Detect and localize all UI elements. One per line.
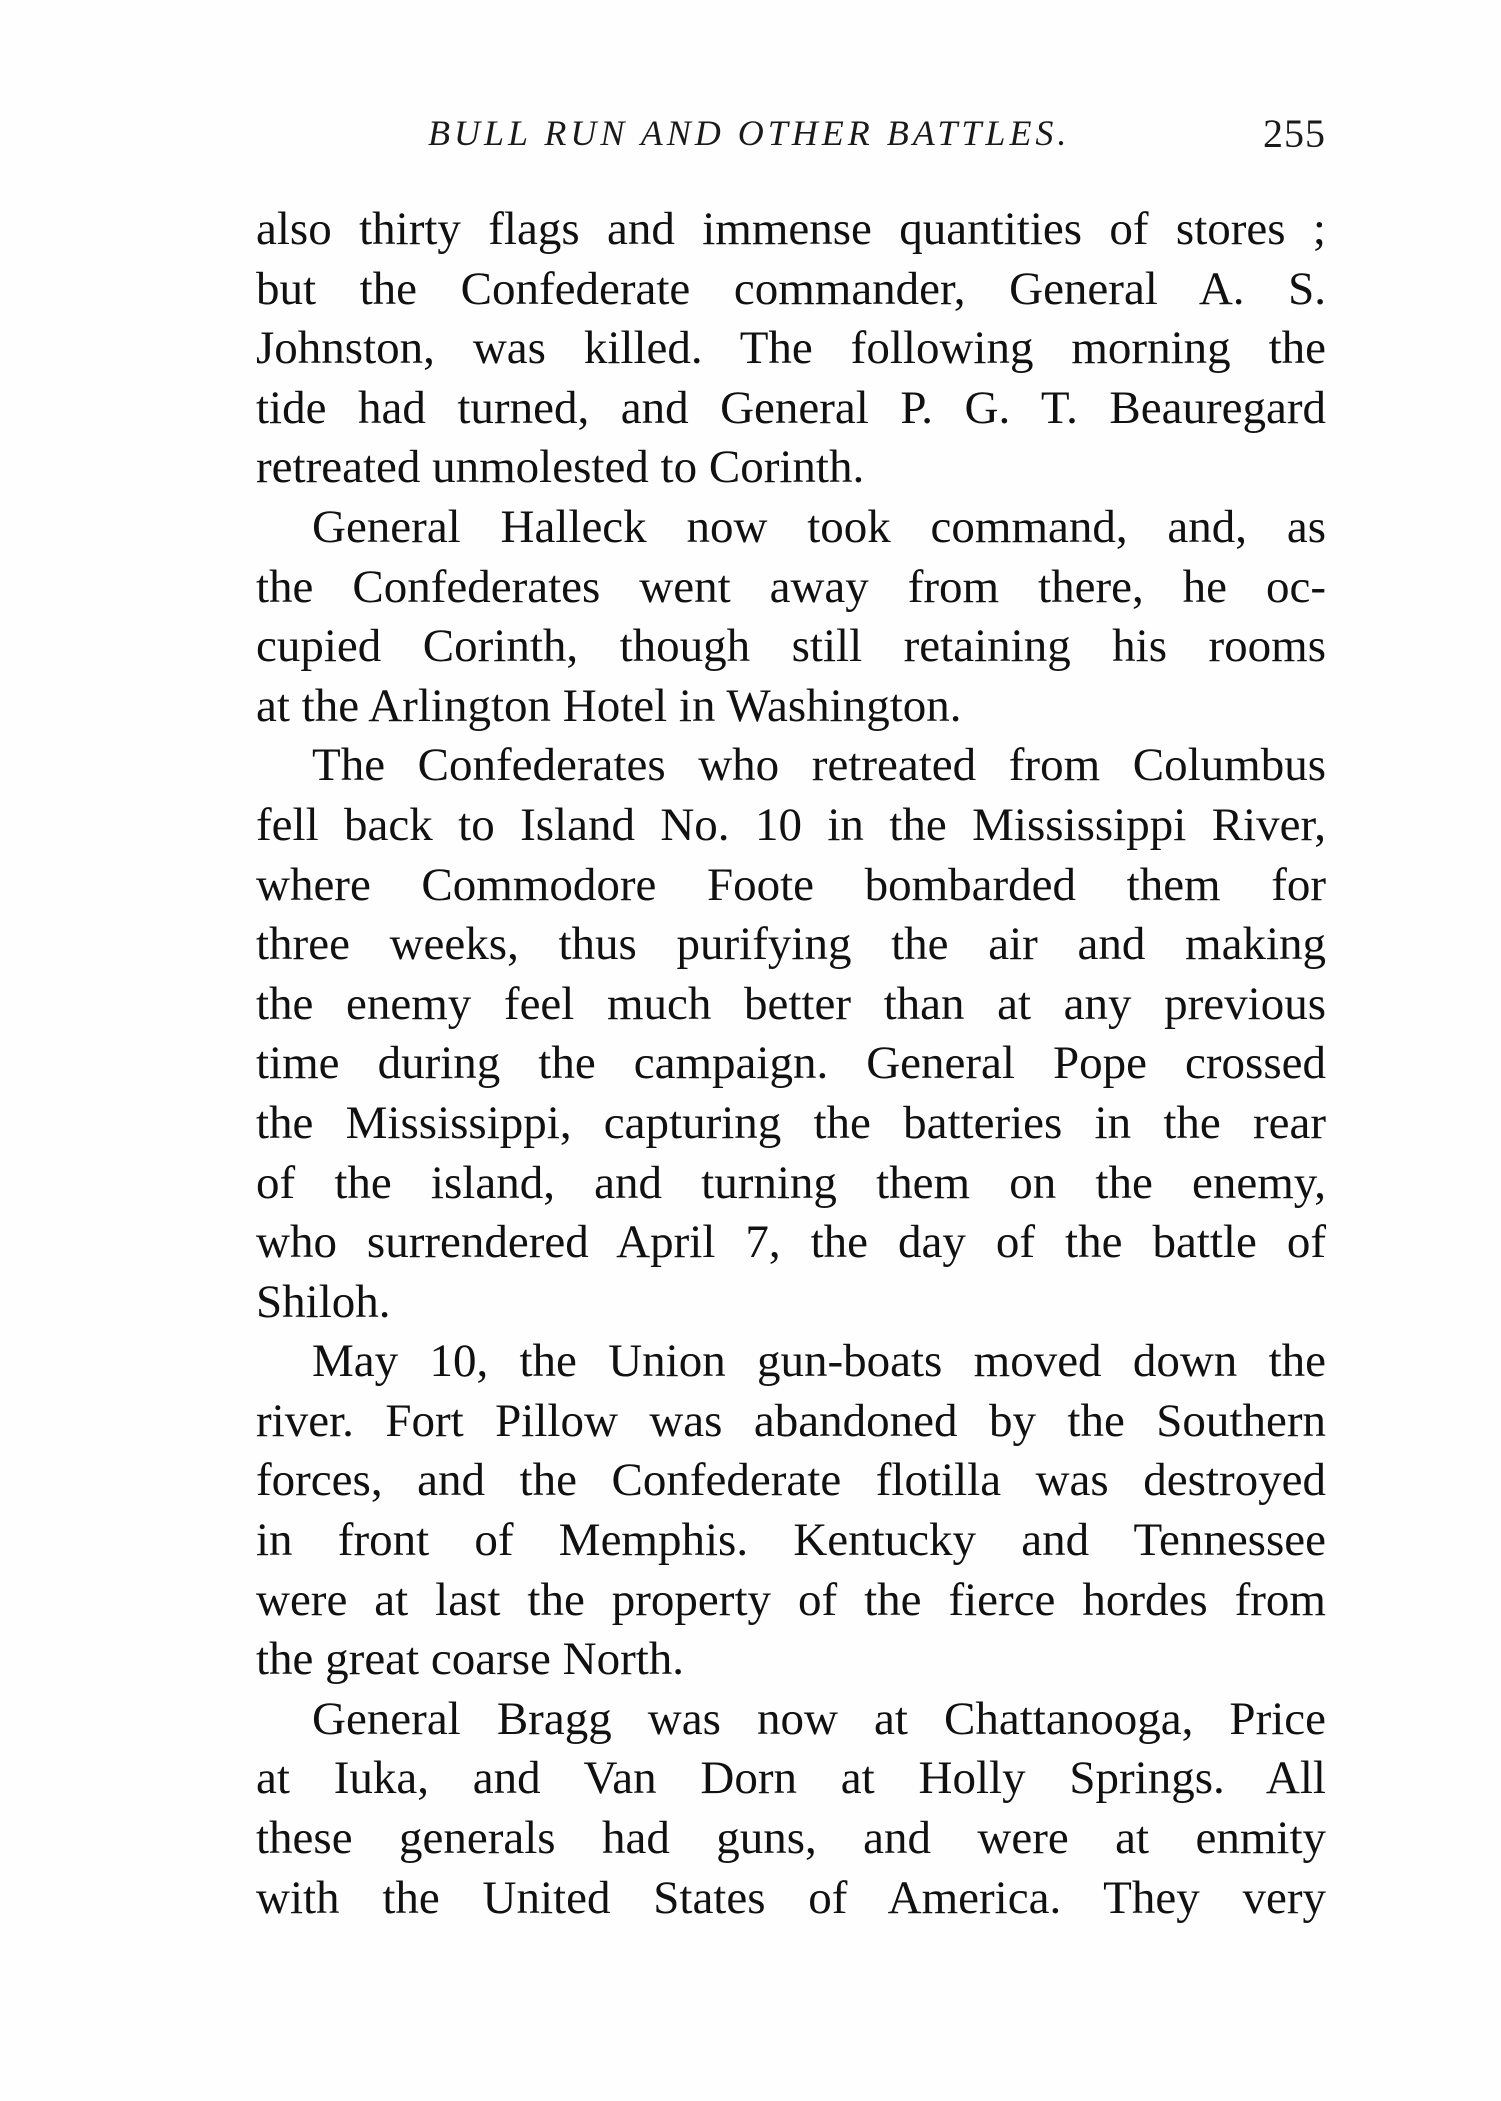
paragraph xyxy=(256,1332,1326,1690)
text-line: at Iuka, and Van Dorn at Holly Springs. All xyxy=(256,1752,1326,1805)
text-line: the Mississippi, capturing the batteries in the rear xyxy=(256,1096,1326,1149)
paragraph xyxy=(256,1690,1326,1928)
running-title: BULL RUN AND OTHER BATTLES. xyxy=(428,113,1071,153)
page-header xyxy=(256,112,1326,172)
text-line: Johnston, was killed. The following morning the xyxy=(256,322,1326,375)
text-line: with the United States of America. They very xyxy=(256,1871,1326,1924)
text-line: three weeks, thus purifying the air and making xyxy=(256,918,1326,971)
text-line: also thirty flags and immense quantities of stores ; xyxy=(256,203,1326,255)
text-line: General Halleck now took command, and, as xyxy=(312,500,1326,553)
text-line: of the island, and turning them on the enemy, xyxy=(256,1156,1326,1209)
paragraph xyxy=(256,736,1326,1332)
text-line: these generals had guns, and were at enmity xyxy=(256,1812,1326,1865)
text-line: The Confederates who retreated from Columbus xyxy=(312,739,1326,792)
text-line: the great coarse North. xyxy=(256,1633,685,1686)
text-line: the Confederates went away from there, he oc- xyxy=(256,560,1326,613)
text-line: but the Confederate commander, General A. S. xyxy=(256,262,1326,315)
text-line: were at last the property of the fierce hordes from xyxy=(256,1573,1326,1626)
text-line: who surrendered April 7, the day of the battle of xyxy=(256,1216,1326,1269)
text-line: cupied Corinth, though still retaining his rooms xyxy=(256,620,1326,673)
text-line: in front of Memphis. Kentucky and Tennessee xyxy=(256,1514,1326,1567)
text-line: the enemy feel much better than at any previous xyxy=(256,977,1326,1030)
text-line: time during the campaign. General Pope crossed xyxy=(256,1037,1326,1090)
text-line: Shiloh. xyxy=(256,1275,391,1328)
text-line: where Commodore Foote bombarded them for xyxy=(256,858,1326,911)
paragraph xyxy=(256,200,1326,498)
text-line: May 10, the Union gun-boats moved down the xyxy=(312,1335,1326,1388)
body-text xyxy=(256,200,1326,1928)
text-line: General Bragg was now at Chattanooga, Price xyxy=(312,1692,1326,1745)
text-line: forces, and the Confederate flotilla was destroyed xyxy=(256,1454,1326,1507)
text-line: tide had turned, and General P. G. T. Beauregard xyxy=(256,381,1326,434)
text-line: fell back to Island No. 10 in the Mississippi River, xyxy=(256,798,1326,851)
text-line: river. Fort Pillow was abandoned by the Southern xyxy=(256,1394,1326,1447)
paragraph xyxy=(256,498,1326,736)
text-line: retreated unmolested to Corinth. xyxy=(256,441,865,494)
page-number: 255 xyxy=(1263,111,1326,156)
text-line: at the Arlington Hotel in Washington. xyxy=(256,679,962,732)
